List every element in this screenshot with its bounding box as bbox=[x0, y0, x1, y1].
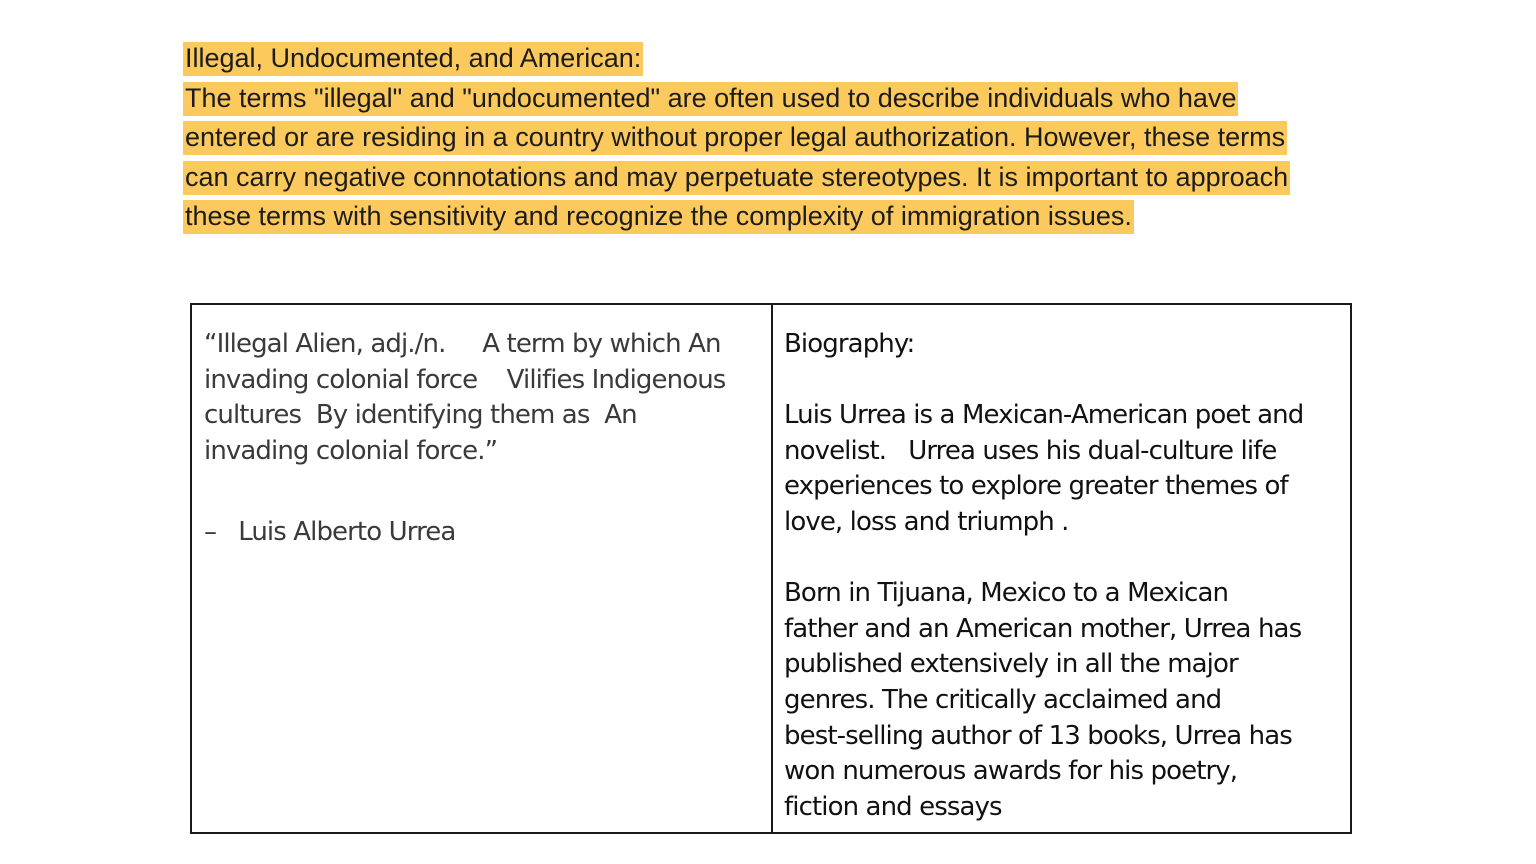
definition-title: Illegal, Undocumented, and American: bbox=[183, 39, 1413, 79]
definition-line: entered or are residing in a country without proper legal authorization. However, these terms bbox=[183, 118, 1413, 158]
definition-line: these terms with sensitivity and recognize the complexity of immigration issues. bbox=[183, 197, 1413, 237]
spacer bbox=[784, 541, 1340, 577]
biography-line: love, loss and triumph . bbox=[784, 506, 1069, 537]
biography-line: experiences to explore greater themes of bbox=[784, 471, 1288, 502]
quote-cell bbox=[192, 305, 773, 832]
quote-line: cultures By identifying them as An bbox=[204, 400, 637, 431]
biography-line: Luis Urrea is a Mexican-American poet and bbox=[784, 400, 1304, 431]
definition-line: The terms "illegal" and "undocumented" are often used to describe individuals who have bbox=[183, 79, 1413, 119]
spacer bbox=[204, 469, 761, 505]
highlighted-definition bbox=[183, 39, 1413, 237]
quote-line: invading colonial force.” bbox=[204, 435, 498, 466]
quote-line: invading colonial force Vilifies Indigenous bbox=[204, 364, 726, 395]
biography-cell bbox=[773, 305, 1350, 832]
biography-line: won numerous awards for his poetry, bbox=[784, 756, 1238, 787]
biography-line: fiction and essays bbox=[784, 791, 1002, 822]
spacer bbox=[784, 363, 1340, 399]
biography-line: novelist. Urrea uses his dual-culture life bbox=[784, 435, 1277, 466]
quote-attribution: – Luis Alberto Urrea bbox=[204, 516, 456, 547]
biography-line: published extensively in all the major bbox=[784, 649, 1238, 680]
quote-line: “Illegal Alien, adj./n. A term by which An bbox=[204, 329, 721, 359]
quote-biography-table bbox=[190, 303, 1352, 834]
biography-line: genres. The critically acclaimed and bbox=[784, 684, 1222, 715]
biography-line: best-selling author of 13 books, Urrea has bbox=[784, 720, 1292, 751]
biography-heading: Biography: bbox=[784, 329, 915, 359]
biography-line: father and an American mother, Urrea has bbox=[784, 613, 1302, 644]
biography-line: Born in Tijuana, Mexico to a Mexican bbox=[784, 578, 1229, 609]
definition-line: can carry negative connotations and may perpetuate stereotypes. It is important to approach bbox=[183, 158, 1413, 198]
